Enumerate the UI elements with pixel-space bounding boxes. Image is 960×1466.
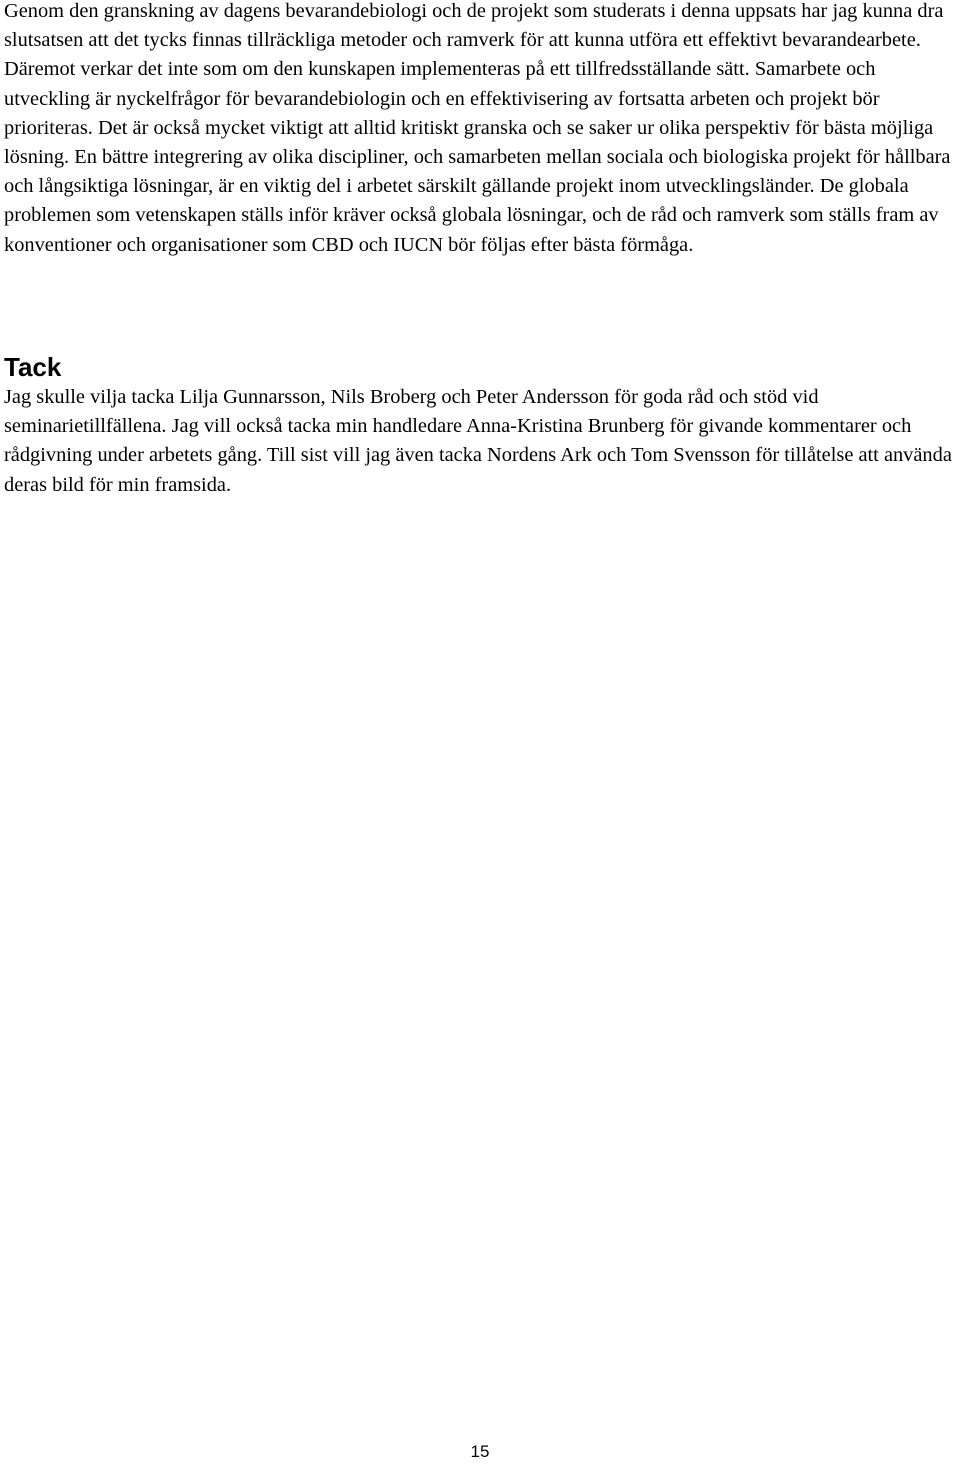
page-number: 15 [470,1442,490,1461]
conclusion-paragraph: Genom den granskning av dagens bevarandebiologi och de projekt som studerats i denna uppsats har jag kunna dra slutsatsen att det tycks finnas tillräckliga metoder och ramverk för att kunna utföra ett effektivt bevarandearbete. Däremot verkar det inte som om den kunskapen implementeras på ett tillfredsställande sätt. Samarbete och utveckling är nyckelfrågor för bevarandebiologin och en effektivisering av fortsatta arbeten och projekt bör prioriteras. Det är också mycket viktigt att alltid kritiskt granska och se saker ur olika perspektiv för bästa möjliga lösning. En bättre integrering av olika discipliner, och samarbeten mellan sociala och biologiska projekt för hållbara och långsiktiga lösningar, är en viktig del i arbetet särskilt gällande projekt inom utvecklingsländer. De globala problemen som vetenskapen ställs inför kräver också globala lösningar, och de råd och ramverk som ställs fram av konventioner och organisationer som CBD och IUCN bör följas efter bästa förmåga. [4,0,951,256]
section-heading-tack: Tack [4,352,62,382]
acknowledgements-paragraph: Jag skulle vilja tacka Lilja Gunnarsson, Nils Broberg och Peter Andersson för goda råd och stöd vid seminarietillfällena. Jag vill också tacka min handledare Anna-Kristina Brunberg för givande kommentarer och rådgivning under arbetets gång. Till sist vill jag även tacka Nordens Ark och Tom Svensson för tillåtelse att använda deras bild för min framsida. [4,386,952,496]
